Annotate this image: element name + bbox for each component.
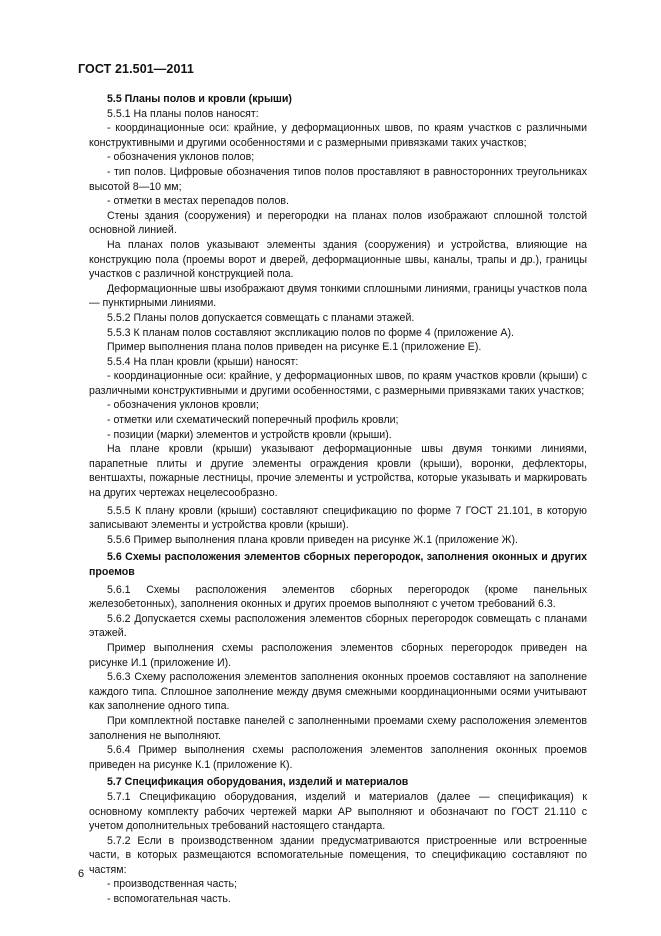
list-item: - позиции (марки) элементов и устройств кровли (крыши). <box>107 428 392 441</box>
list-item: - координационные оси: крайние, у деформационных швов, по краям участков с различными конструктивными и другими особенностями и с размерными привязками таких участков; <box>89 122 587 149</box>
paragraph: 5.6.3 Схему расположения элементов заполнения оконных проемов составляют на заполнение каждого типа. Сплошное заполнение между двумя смежными координационными осями учитывают как заполнение одного типа. <box>89 671 587 713</box>
paragraph: Деформационные швы изображают двумя тонкими сплошными линиями, границы участков пола — пунктирными линиями. <box>89 282 587 310</box>
paragraph: 5.5.6 Пример выполнения плана кровли приведен на рисунке Ж.1 (приложение Ж). <box>107 533 518 546</box>
paragraph: 5.6.2 Допускается схемы расположения элементов сборных перегородок совмещать с планами этажей. <box>89 612 587 640</box>
paragraph: 5.5.5 К плану кровли (крыши) составляют спецификацию по форме 7 ГОСТ 21.101, в которую записывают элементы и устройства кровли (крыши). <box>89 504 587 532</box>
page-number: 6 <box>78 868 85 880</box>
paragraph: 5.5.4 На план кровли (крыши) наносят: <box>107 355 299 368</box>
paragraph: При комплектной поставке панелей с заполненными проемами схему расположения элементов заполнения не выполняют. <box>89 714 587 742</box>
list-item: - вспомогательная часть. <box>107 893 231 906</box>
paragraph: 5.6.4 Пример выполнения схемы расположения элементов заполнения оконных проемов приведен на рисунке К.1 (приложение К). <box>89 744 587 771</box>
paragraph: 5.7.2 Если в производственном здании предусматриваются пристроенные или встроенные части, в которых размещаются вспомогательные помещения, то спецификацию составляют по частям: <box>89 834 587 876</box>
list-item: - координационные оси: крайние, у деформационных швов, по краям участков кровли (крыши) с различными конструктивными и другими особенностями, с размерными привязками таких участков; <box>89 370 587 397</box>
paragraph: 5.5.1 На планы полов наносят: <box>107 107 259 120</box>
document-body <box>89 92 587 907</box>
paragraph: Пример выполнения плана полов приведен на рисунке Е.1 (приложение Е). <box>107 341 482 354</box>
list-item: - тип полов. Цифровые обозначения типов полов проставляют в равносторонних треугольниках высотой 8—10 мм; <box>89 165 587 193</box>
section-heading: 5.5 Планы полов и кровли (крыши) <box>107 93 292 105</box>
paragraph: 5.6.1 Схемы расположения элементов сборных перегородок (кроме панельных железобетонных), заполнения оконных и других проемов выполняют с учетом требований 6.3. <box>89 583 587 611</box>
document-header: ГОСТ 21.501—2011 <box>78 62 194 76</box>
paragraph: Пример выполнения схемы расположения элементов сборных перегородок приведен на рисунке И.1 (приложение И). <box>89 641 587 669</box>
paragraph: 5.5.3 К планам полов составляют экспликацию полов по форме 4 (приложение А). <box>107 326 514 339</box>
list-item: - отметки или схематический поперечный профиль кровли; <box>107 414 399 427</box>
section-heading: 5.7 Спецификация оборудования, изделий и материалов <box>107 776 409 789</box>
paragraph: На планах полов указывают элементы здания (сооружения) и устройства, влияющие на конструкцию пола (проемы ворот и дверей, деформационные швы, каналы, трапы и др.), границы участков с различной конструкцией пола. <box>89 238 587 281</box>
list-item: - производственная часть; <box>107 878 237 891</box>
list-item: - обозначения уклонов кровли; <box>107 399 259 412</box>
paragraph: На плане кровли (крыши) указывают деформационные швы двумя тонкими линиями, парапетные плиты и другие элементы ограждения кровли (крыши), воронки, дефлекторы, вентшахты, пожарные лестницы, прочие элементы и устройства, которые указывать и маркировать на других чертежах нецелесообразно. <box>89 443 587 500</box>
paragraph: Стены здания (сооружения) и перегородки на планах полов изображают сплошной толстой основной линией. <box>89 209 587 237</box>
paragraph: 5.5.2 Планы полов допускается совмещать с планами этажей. <box>107 311 415 324</box>
paragraph: 5.7.1 Спецификацию оборудования, изделий и материалов (далее — спецификация) к основному комплекту рабочих чертежей марки АР выполняют и обозначают по ГОСТ 21.110 с учетом дополнительных требований настоящего стандарта. <box>89 790 587 833</box>
list-item: - обозначения уклонов полов; <box>107 151 255 164</box>
section-heading: 5.6 Схемы расположения элементов сборных перегородок, заполнения оконных и других проемов <box>89 551 587 578</box>
list-item: - отметки в местах перепадов полов. <box>107 195 289 208</box>
